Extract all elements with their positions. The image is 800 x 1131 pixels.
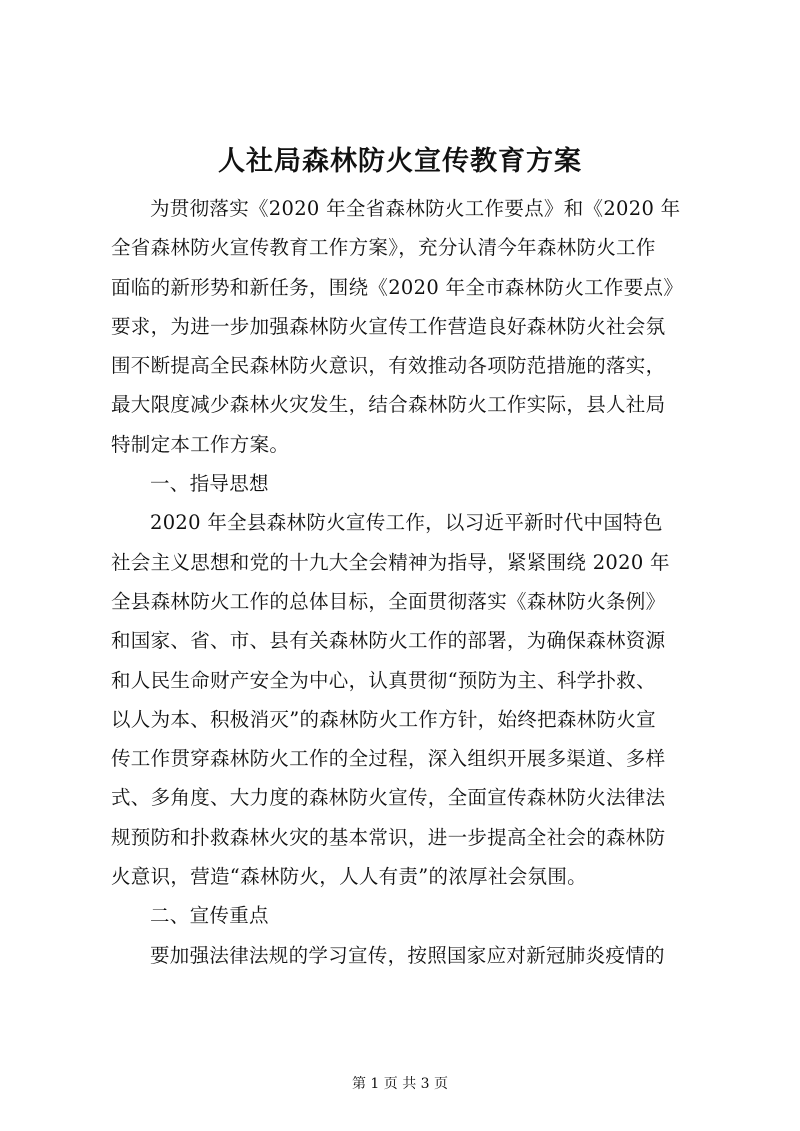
paragraph-line: 以人为本、积极消灭”的森林防火工作方针，始终把森林防火宣 xyxy=(111,707,656,731)
paragraph-line: 和人民生命财产安全为中心，认真贯彻“预防为主、科学扑救、 xyxy=(111,668,656,692)
paragraph-line: 式、多角度、大力度的森林防火宣传，全面宣传森林防火法律法 xyxy=(111,786,666,810)
paragraph-line: 社会主义思想和党的十九大全会精神为指导，紧紧围绕 2020 年 xyxy=(111,550,670,574)
paragraph-line: 2020 年全县森林防火宣传工作，以习近平新时代中国特色 xyxy=(150,511,663,535)
document-title: 人社局森林防火宣传教育方案 xyxy=(218,146,582,177)
paragraph-line: 火意识，营造“森林防火，人人有责”的浓厚社会氛围。 xyxy=(111,865,587,889)
section-heading: 一、指导思想 xyxy=(150,472,269,496)
paragraph-line: 全县森林防火工作的总体目标，全面贯彻落实《森林防火条例》 xyxy=(111,589,666,613)
paragraph-line: 为贯彻落实《2020 年全省森林防火工作要点》和《2020 年 xyxy=(150,197,681,220)
paragraph-line: 传工作贯穿森林防火工作的全过程，深入组织开展多渠道、多样 xyxy=(111,747,666,771)
section-heading: 二、宣传重点 xyxy=(150,904,269,928)
paragraph-line: 和国家、省、市、县有关森林防火工作的部署，为确保森林资源 xyxy=(111,629,666,653)
paragraph-line: 全省森林防火宣传教育工作方案》，充分认清今年森林防火工作 xyxy=(111,236,656,260)
paragraph-line: 围不断提高全民森林防火意识，有效推动各项防范措施的落实， xyxy=(111,354,666,378)
page-number-footer: 第 1 页 共 3 页 xyxy=(351,1076,449,1092)
paragraph-line: 最大限度减少森林火灾发生，结合森林防火工作实际，县人社局 xyxy=(111,393,666,417)
paragraph-line: 特制定本工作方案。 xyxy=(111,432,290,456)
paragraph-line: 规预防和扑救森林火灾的基本常识，进一步提高全社会的森林防 xyxy=(111,825,666,849)
paragraph-line: 面临的新形势和新任务，围绕《2020 年全市森林防火工作要点》 xyxy=(111,275,684,299)
paragraph-line: 要求，为进一步加强森林防火宣传工作营造良好森林防火社会氛 xyxy=(111,314,666,338)
document-body xyxy=(111,189,711,975)
paragraph-line: 要加强法律法规的学习宣传，按照国家应对新冠肺炎疫情的 xyxy=(150,943,665,967)
